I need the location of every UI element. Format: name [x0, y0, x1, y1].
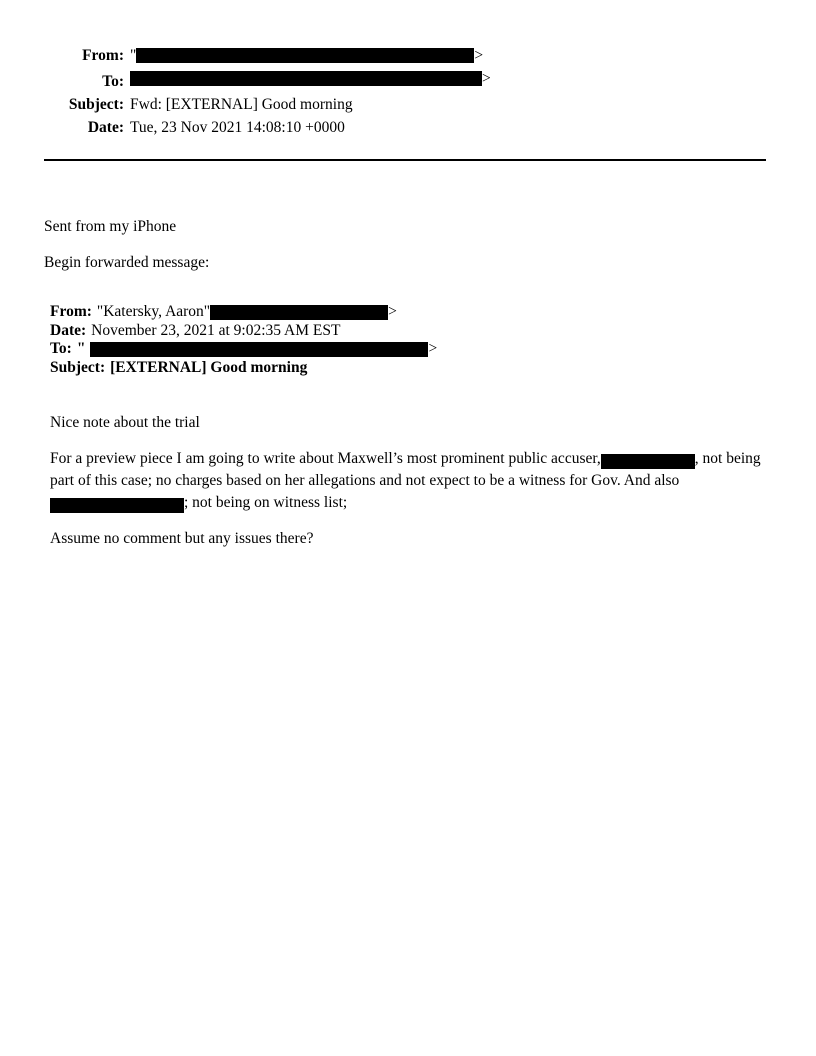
message-text-c: ; not being on witness list;: [184, 494, 348, 511]
forwarded-row-to: [50, 340, 770, 359]
email-body-intro: [44, 216, 770, 288]
forwarded-label-date: Date:: [50, 321, 87, 339]
forwarded-row-from: [50, 303, 770, 322]
header-label-subject: Subject:: [68, 96, 124, 113]
header-row-subject: [46, 93, 770, 116]
message-paragraph-3: Assume no comment but any issues there?: [50, 530, 314, 547]
forwarded-value-date: November 23, 2021 at 9:02:35 AM EST: [91, 321, 341, 339]
forwarded-label-subject: Subject:: [50, 358, 106, 376]
forwarded-row-date: [50, 322, 770, 341]
begin-forwarded-line: Begin forwarded message:: [44, 254, 210, 271]
forwarded-message-body: [50, 412, 762, 564]
angle-bracket: >: [388, 303, 397, 320]
redaction-bar-to: [130, 71, 482, 86]
header-label-from: From:: [82, 47, 124, 64]
sent-from-line: Sent from my iPhone: [44, 218, 177, 235]
redaction-bar-inline-2: [50, 498, 184, 513]
header-row-date: [46, 116, 770, 139]
header-value-subject: Fwd: [EXTERNAL] Good morning: [130, 96, 353, 113]
redaction-bar-forwarded-to: [90, 342, 428, 357]
forwarded-message-header: [50, 303, 770, 377]
forwarded-value-to: ": [76, 340, 86, 357]
message-paragraph-2: [50, 448, 762, 514]
header-label-to: To:: [102, 73, 124, 90]
redaction-bar-inline-1: [601, 454, 695, 469]
email-header: [46, 44, 770, 139]
angle-bracket: >: [474, 47, 484, 64]
header-label-date: Date:: [87, 119, 124, 136]
forwarded-value-subject: [EXTERNAL] Good morning: [110, 358, 308, 376]
message-text-a: For a preview piece I am going to write about Maxwell’s most prominent public accuser,: [50, 450, 601, 467]
forwarded-row-subject: [50, 359, 770, 378]
header-row-from: [46, 44, 770, 67]
message-paragraph-1: Nice note about the trial: [50, 414, 200, 431]
angle-bracket: >: [482, 70, 491, 87]
quote-mark: ": [130, 47, 137, 64]
redaction-bar-from: [136, 48, 474, 63]
header-value-from: [130, 44, 770, 67]
header-value-to: [130, 67, 770, 90]
message-text-b: , not being part of this case; no charges based on her allegations and not expect to be a witness for Gov. And also: [50, 450, 761, 489]
header-row-to: [46, 67, 770, 93]
header-value-date: Tue, 23 Nov 2021 14:08:10 +0000: [130, 119, 345, 136]
angle-bracket: >: [428, 340, 438, 357]
forwarded-label-to: To:: [50, 340, 72, 357]
redaction-bar-forwarded-from: [210, 305, 388, 320]
horizontal-rule: [44, 159, 766, 161]
forwarded-value-from: "Katersky, Aaron": [96, 303, 211, 320]
forwarded-label-from: From:: [50, 303, 92, 320]
